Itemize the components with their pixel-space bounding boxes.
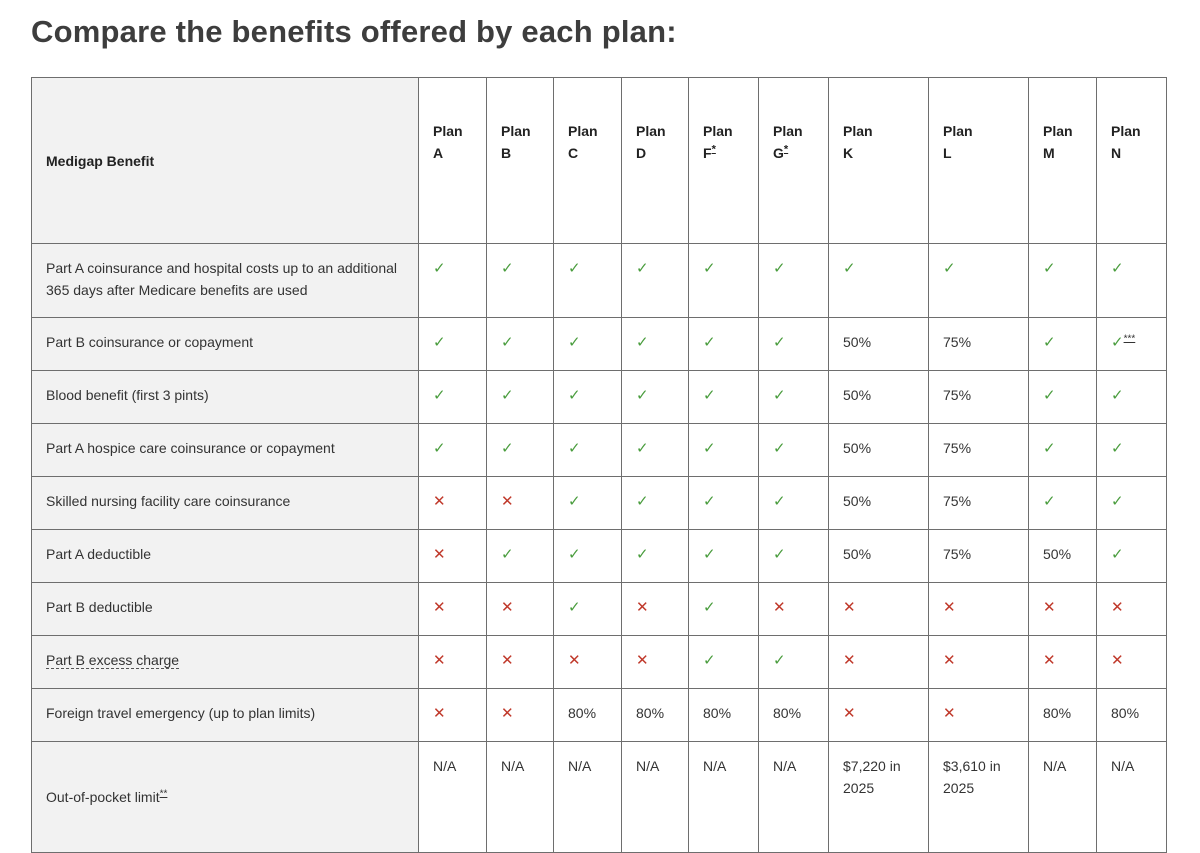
cell-value: 80% xyxy=(703,705,732,721)
cell-value: N/A xyxy=(773,758,797,774)
check-icon: ✓ xyxy=(703,493,716,510)
benefit-cell xyxy=(622,244,689,318)
check-icon: ✓ xyxy=(501,387,514,404)
benefit-cell xyxy=(929,689,1029,742)
benefit-cell xyxy=(487,371,554,424)
footnote-link[interactable]: ** xyxy=(159,788,168,800)
benefit-cell xyxy=(419,689,487,742)
benefit-cell xyxy=(929,318,1029,371)
benefit-cell xyxy=(829,530,929,583)
plan-header-b xyxy=(487,78,554,244)
benefit-cell xyxy=(829,244,929,318)
benefit-cell xyxy=(554,636,622,689)
benefit-text: Foreign travel emergency (up to plan limits) xyxy=(46,705,316,721)
benefit-cell xyxy=(554,530,622,583)
benefit-cell xyxy=(1097,424,1167,477)
check-icon: ✓ xyxy=(501,260,514,277)
cell-value: 75% xyxy=(943,387,972,403)
benefit-cell xyxy=(689,318,759,371)
header-row xyxy=(32,78,1167,244)
benefit-cell xyxy=(1097,583,1167,636)
cell-value: 75% xyxy=(943,546,972,562)
check-icon: ✓ xyxy=(703,334,716,351)
plan-word: Plan xyxy=(773,123,803,139)
cell-value: 80% xyxy=(773,705,802,721)
benefit-label xyxy=(32,318,419,371)
check-icon: ✓ xyxy=(1111,493,1124,510)
benefit-text: Part A hospice care coinsurance or copayment xyxy=(46,440,335,456)
cross-icon: ✕ xyxy=(636,652,649,669)
benefit-cell xyxy=(829,371,929,424)
cell-value: 50% xyxy=(843,334,872,350)
check-icon: ✓ xyxy=(636,334,649,351)
benefit-cell xyxy=(419,424,487,477)
check-icon: ✓ xyxy=(636,546,649,563)
benefit-cell xyxy=(1097,477,1167,530)
benefit-cell xyxy=(487,583,554,636)
benefit-cell xyxy=(689,689,759,742)
benefit-cell xyxy=(419,530,487,583)
cross-icon: ✕ xyxy=(568,652,581,669)
cross-icon: ✕ xyxy=(433,493,446,510)
page-title: Compare the benefits offered by each plan: xyxy=(31,14,677,49)
check-icon: ✓ xyxy=(568,260,581,277)
plan-word: Plan xyxy=(636,123,666,139)
benefit-label xyxy=(32,244,419,318)
check-icon: ✓ xyxy=(703,387,716,404)
benefit-text: Part B coinsurance or copayment xyxy=(46,334,253,350)
cross-icon: ✕ xyxy=(943,599,956,616)
check-icon: ✓ xyxy=(568,334,581,351)
cell-value: 80% xyxy=(568,705,597,721)
cell-value: $3,610 in 2025 xyxy=(943,758,1001,796)
plan-word: Plan xyxy=(703,123,733,139)
benefit-cell xyxy=(622,636,689,689)
check-icon: ✓ xyxy=(568,599,581,616)
check-icon: ✓ xyxy=(773,652,786,669)
check-icon: ✓ xyxy=(773,493,786,510)
benefit-cell xyxy=(1029,689,1097,742)
cell-value: $7,220 in 2025 xyxy=(843,758,901,796)
cell-value: N/A xyxy=(568,758,592,774)
cell-value: 80% xyxy=(1043,705,1072,721)
benefit-label xyxy=(32,689,419,742)
cell-value: 80% xyxy=(1111,705,1140,721)
benefit-label xyxy=(32,636,419,689)
benefit-text: Part A deductible xyxy=(46,546,152,562)
plan-letter: A xyxy=(433,145,444,161)
benefit-text: Blood benefit (first 3 pints) xyxy=(46,387,209,403)
benefit-cell xyxy=(554,477,622,530)
benefit-cell xyxy=(829,742,929,853)
cross-icon: ✕ xyxy=(943,652,956,669)
check-icon: ✓ xyxy=(501,334,514,351)
benefit-cell xyxy=(929,244,1029,318)
benefit-cell xyxy=(487,244,554,318)
benefit-cell xyxy=(829,689,929,742)
benefit-cell xyxy=(1029,530,1097,583)
plan-footnote-link[interactable]: * xyxy=(711,143,716,156)
cross-icon: ✕ xyxy=(1111,652,1124,669)
benefit-cell xyxy=(759,244,829,318)
plan-word: Plan xyxy=(1111,123,1141,139)
benefit-cell xyxy=(1029,583,1097,636)
check-icon: ✓ xyxy=(1043,334,1056,351)
check-icon: ✓ xyxy=(433,334,446,351)
benefit-label xyxy=(32,477,419,530)
benefit-cell xyxy=(689,530,759,583)
plan-letter: F* xyxy=(703,143,716,161)
cross-icon: ✕ xyxy=(843,599,856,616)
cross-icon: ✕ xyxy=(433,546,446,563)
cross-icon: ✕ xyxy=(1043,652,1056,669)
check-icon: ✓ xyxy=(1043,387,1056,404)
benefit-cell xyxy=(759,477,829,530)
plan-word: Plan xyxy=(433,123,463,139)
check-icon: ✓ xyxy=(1111,440,1124,457)
benefit-cell xyxy=(759,742,829,853)
check-icon: ✓ xyxy=(433,387,446,404)
check-icon: ✓ xyxy=(636,440,649,457)
plan-header-c xyxy=(554,78,622,244)
benefit-cell xyxy=(759,530,829,583)
plan-letter: N xyxy=(1111,145,1122,161)
benefit-cell xyxy=(622,583,689,636)
benefit-cell xyxy=(1029,318,1097,371)
cross-icon: ✕ xyxy=(1043,599,1056,616)
benefit-cell xyxy=(1029,742,1097,853)
benefit-text: Out-of-pocket limit xyxy=(46,789,160,805)
benefit-cell xyxy=(689,244,759,318)
plan-letter: M xyxy=(1043,145,1055,161)
cross-icon: ✕ xyxy=(636,599,649,616)
check-icon: ✓ xyxy=(703,440,716,457)
cross-icon: ✕ xyxy=(433,599,446,616)
check-icon: ✓ xyxy=(501,440,514,457)
benefit-cell xyxy=(929,636,1029,689)
benefit-cell xyxy=(759,424,829,477)
cross-icon: ✕ xyxy=(501,652,514,669)
check-icon: ✓ xyxy=(568,440,581,457)
cross-icon: ✕ xyxy=(1111,599,1124,616)
benefit-cell xyxy=(759,318,829,371)
cell-value: 80% xyxy=(636,705,665,721)
benefit-cell xyxy=(622,530,689,583)
check-icon: ✓ xyxy=(1043,440,1056,457)
plan-word: Plan xyxy=(843,123,873,139)
benefits-comparison-table xyxy=(31,77,1167,853)
plan-header-l xyxy=(929,78,1029,244)
check-icon: ✓ xyxy=(636,260,649,277)
benefit-cell xyxy=(759,636,829,689)
check-icon: ✓ xyxy=(1043,260,1056,277)
benefit-text[interactable]: Part B excess charge xyxy=(46,652,180,668)
table-body xyxy=(32,244,1167,853)
benefit-cell xyxy=(1029,244,1097,318)
benefit-cell xyxy=(1097,742,1167,853)
plan-letter: D xyxy=(636,145,647,161)
check-icon: ✓ xyxy=(568,387,581,404)
cross-icon: ✕ xyxy=(943,705,956,722)
benefit-cell xyxy=(829,477,929,530)
cell-value: N/A xyxy=(433,758,457,774)
table-row xyxy=(32,424,1167,477)
plan-word: Plan xyxy=(943,123,973,139)
benefit-cell xyxy=(929,530,1029,583)
cross-icon: ✕ xyxy=(433,652,446,669)
check-icon: ✓ xyxy=(703,599,716,616)
medigap-benefit-header: Medigap Benefit xyxy=(32,78,419,244)
check-icon: ✓ xyxy=(1111,260,1124,277)
benefit-cell xyxy=(759,689,829,742)
benefit-text: Part B deductible xyxy=(46,599,153,615)
benefit-cell xyxy=(487,318,554,371)
benefit-cell xyxy=(829,636,929,689)
benefit-cell xyxy=(554,583,622,636)
check-icon: ✓ xyxy=(636,387,649,404)
benefit-cell xyxy=(554,689,622,742)
benefit-label xyxy=(32,530,419,583)
plan-header-n xyxy=(1097,78,1167,244)
table-row xyxy=(32,477,1167,530)
benefit-cell xyxy=(554,318,622,371)
cell-value: N/A xyxy=(1043,758,1067,774)
benefit-cell xyxy=(622,689,689,742)
benefit-cell xyxy=(829,583,929,636)
benefit-cell xyxy=(554,371,622,424)
table-row xyxy=(32,583,1167,636)
plan-header-m xyxy=(1029,78,1097,244)
benefit-cell xyxy=(419,636,487,689)
plan-word: Plan xyxy=(568,123,598,139)
benefit-cell xyxy=(689,636,759,689)
table-row xyxy=(32,244,1167,318)
plan-header-d xyxy=(622,78,689,244)
benefit-cell xyxy=(554,244,622,318)
plan-header-a xyxy=(419,78,487,244)
check-icon: ✓ xyxy=(568,546,581,563)
table-row xyxy=(32,318,1167,371)
benefit-cell xyxy=(487,742,554,853)
benefit-cell xyxy=(487,424,554,477)
benefit-cell xyxy=(1029,424,1097,477)
plan-letter: K xyxy=(843,145,854,161)
check-icon: ✓ xyxy=(1111,387,1124,404)
check-icon: ✓ xyxy=(703,546,716,563)
benefit-cell xyxy=(419,477,487,530)
benefit-cell xyxy=(689,583,759,636)
benefit-cell xyxy=(1097,530,1167,583)
cell-value: N/A xyxy=(636,758,660,774)
benefit-cell xyxy=(689,371,759,424)
cell-value: N/A xyxy=(1111,758,1135,774)
benefit-text: Skilled nursing facility care coinsurance xyxy=(46,493,291,509)
benefit-cell xyxy=(622,742,689,853)
check-icon: ✓ xyxy=(501,546,514,563)
plan-footnote-link[interactable]: * xyxy=(783,143,789,156)
benefit-cell xyxy=(487,477,554,530)
benefit-cell xyxy=(929,424,1029,477)
cross-icon: ✕ xyxy=(433,705,446,722)
plan-header-f xyxy=(689,78,759,244)
benefit-cell xyxy=(487,689,554,742)
cell-value: 50% xyxy=(1043,546,1072,562)
check-icon: ✓ xyxy=(433,260,446,277)
cross-icon: ✕ xyxy=(773,599,786,616)
benefit-cell xyxy=(829,318,929,371)
plan-header-g xyxy=(759,78,829,244)
benefit-cell xyxy=(689,424,759,477)
benefit-cell xyxy=(419,742,487,853)
cross-icon: ✕ xyxy=(501,705,514,722)
benefits-comparison-table-wrapper xyxy=(31,77,1167,853)
check-icon: ✓ xyxy=(773,387,786,404)
benefit-cell xyxy=(487,530,554,583)
table-row xyxy=(32,636,1167,689)
cell-value: N/A xyxy=(703,758,727,774)
benefit-cell xyxy=(929,371,1029,424)
plan-letter: C xyxy=(568,145,579,161)
benefit-cell xyxy=(689,742,759,853)
plan-letter: B xyxy=(501,145,512,161)
table-row xyxy=(32,530,1167,583)
benefit-cell xyxy=(419,371,487,424)
check-icon: ✓ xyxy=(703,260,716,277)
benefit-cell xyxy=(759,583,829,636)
check-icon: ✓ xyxy=(1111,546,1124,563)
table-row xyxy=(32,742,1167,853)
cross-icon: ✕ xyxy=(501,599,514,616)
cell-value: N/A xyxy=(501,758,525,774)
check-icon: ✓ xyxy=(943,260,956,277)
benefit-cell xyxy=(622,371,689,424)
benefit-label xyxy=(32,583,419,636)
benefit-cell xyxy=(1097,318,1167,371)
cell-value: 75% xyxy=(943,493,972,509)
check-icon: ✓ xyxy=(773,440,786,457)
benefit-cell xyxy=(1029,371,1097,424)
cross-icon: ✕ xyxy=(501,493,514,510)
benefit-label xyxy=(32,424,419,477)
benefit-cell xyxy=(829,424,929,477)
benefit-cell xyxy=(1097,244,1167,318)
check-icon: ✓ xyxy=(568,493,581,510)
benefit-cell xyxy=(759,371,829,424)
cross-icon: ✕ xyxy=(843,652,856,669)
benefit-cell xyxy=(419,244,487,318)
cell-value: 50% xyxy=(843,440,872,456)
cell-value: 50% xyxy=(843,387,872,403)
check-icon: ✓ xyxy=(773,260,786,277)
check-icon: ✓ xyxy=(636,493,649,510)
benefit-cell xyxy=(622,477,689,530)
plan-header-k xyxy=(829,78,929,244)
check-icon: ✓ xyxy=(773,546,786,563)
check-icon: ✓ xyxy=(843,260,856,277)
benefit-cell xyxy=(929,583,1029,636)
benefit-cell xyxy=(487,636,554,689)
check-icon: ✓ xyxy=(703,652,716,669)
cell-value: 75% xyxy=(943,440,972,456)
benefit-cell xyxy=(419,318,487,371)
benefit-cell xyxy=(1029,636,1097,689)
benefit-cell xyxy=(554,742,622,853)
benefit-text: Part A coinsurance and hospital costs up to an additional 365 days after Medicare benefits are used xyxy=(46,260,398,298)
benefit-cell xyxy=(929,742,1029,853)
benefit-label xyxy=(32,371,419,424)
cell-value: 50% xyxy=(843,493,872,509)
benefit-cell xyxy=(929,477,1029,530)
cell-value: 75% xyxy=(943,334,972,350)
benefit-cell xyxy=(1029,477,1097,530)
benefit-cell xyxy=(1097,689,1167,742)
benefit-label xyxy=(32,742,419,853)
plan-letter: L xyxy=(943,145,952,161)
table-row xyxy=(32,371,1167,424)
footnote-link[interactable]: *** xyxy=(1123,333,1136,345)
benefit-cell xyxy=(1097,371,1167,424)
benefit-cell xyxy=(689,477,759,530)
plan-word: Plan xyxy=(501,123,531,139)
check-icon: ✓ xyxy=(773,334,786,351)
benefit-cell xyxy=(622,318,689,371)
benefit-cell xyxy=(554,424,622,477)
benefit-cell xyxy=(419,583,487,636)
benefit-cell xyxy=(622,424,689,477)
cross-icon: ✕ xyxy=(843,705,856,722)
check-icon: ✓ xyxy=(433,440,446,457)
check-icon: ✓ xyxy=(1043,493,1056,510)
check-icon: ✓ xyxy=(1111,334,1124,351)
benefit-cell xyxy=(1097,636,1167,689)
plan-word: Plan xyxy=(1043,123,1073,139)
plan-letter: G* xyxy=(773,143,789,161)
table-row xyxy=(32,689,1167,742)
cell-value: 50% xyxy=(843,546,872,562)
